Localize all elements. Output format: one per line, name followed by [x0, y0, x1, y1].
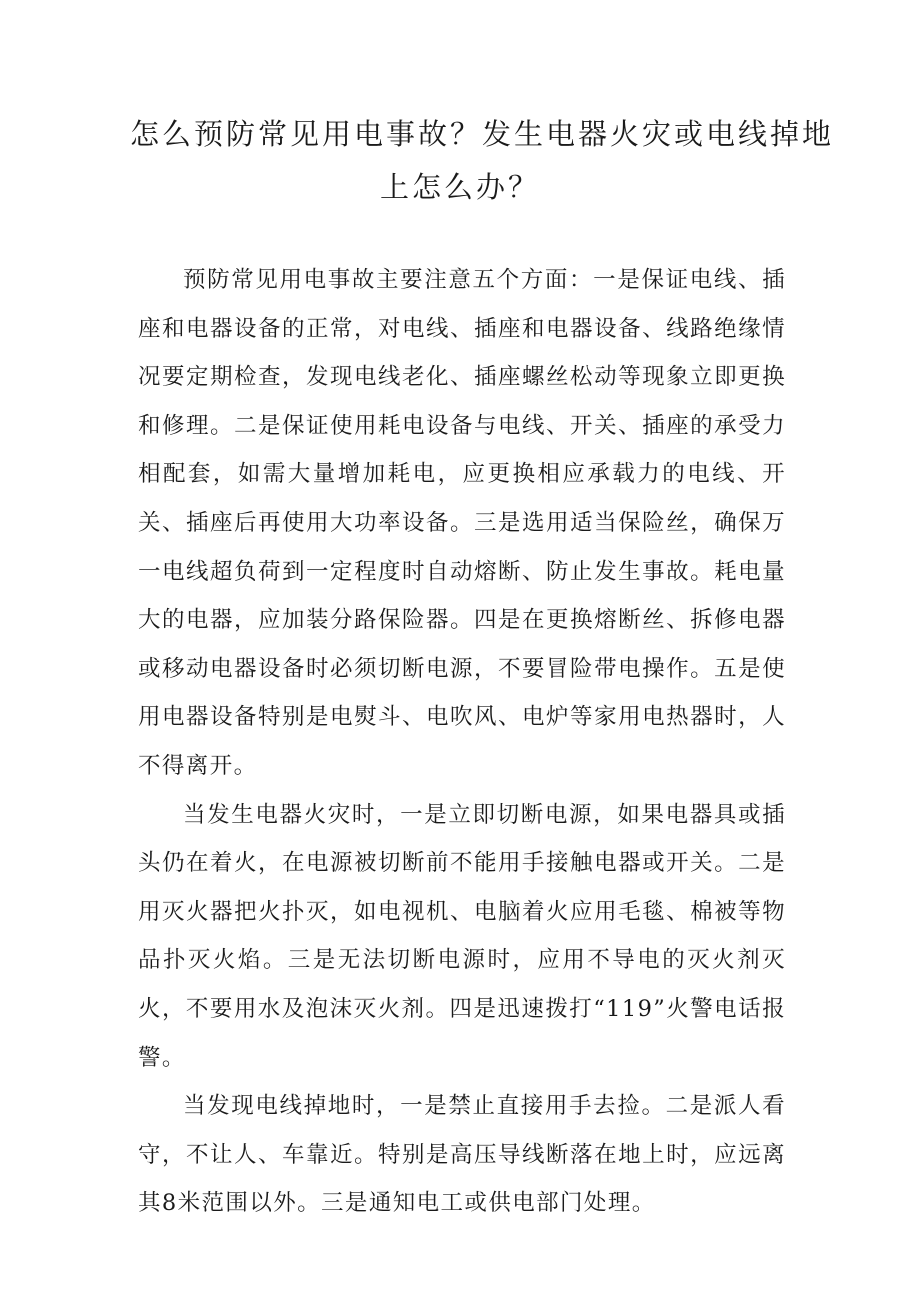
page-title	[130, 108, 835, 214]
paragraph-fallen-wire: 当发现电线掉地时，一是禁止直接用手去捡。二是派人看守，不让人、车靠近。特别是高压导线断落在地上时，应远离其8米范围以外。三是通知电工或供电部门处理。	[138, 1093, 786, 1217]
paragraph-prevention: 预防常见用电事故主要注意五个方面：一是保证电线、插座和电器设备的正常，对电线、插座和电器设备、线路绝缘情况要定期检查，发现电线老化、插座螺丝松动等现象立即更换和修理。二是保证使用耗电设备与电线、开关、插座的承受力相配套，如需大量增加耗电，应更换相应承载力的电线、开关、插座后再使用大功率设备。三是选用适当保险丝，确保万一电线超负荷到一定程度时自动熔断、防止发生事故。耗电量大的电器，应加装分路保险器。四是在更换熔断丝、拆修电器或移动电器设备时必须切断电源，不要冒险带电操作。五是使用电器设备特别是电熨斗、电吹风、电炉等家用电热器时，人不得离开。	[138, 267, 786, 779]
title-line-2: 上怎么办？	[379, 170, 540, 204]
paragraph-electrical-fire: 当发生电器火灾时，一是立即切断电源，如果电器具或插头仍在着火，在电源被切断前不能用手接触电器或开关。二是用灭火器把火扑灭，如电视机、电脑着火应用毛毯、棉被等物品扑灭火焰。三是无法切断电源时，应用不导电的灭火剂灭火，不要用水及泡沫灭火剂。四是迅速拨打“119”火警电话报警。	[138, 801, 786, 1071]
document-body	[138, 256, 786, 1228]
title-line-1: 怎么预防常见用电事故？发生电器火灾或电线掉地	[130, 117, 835, 151]
